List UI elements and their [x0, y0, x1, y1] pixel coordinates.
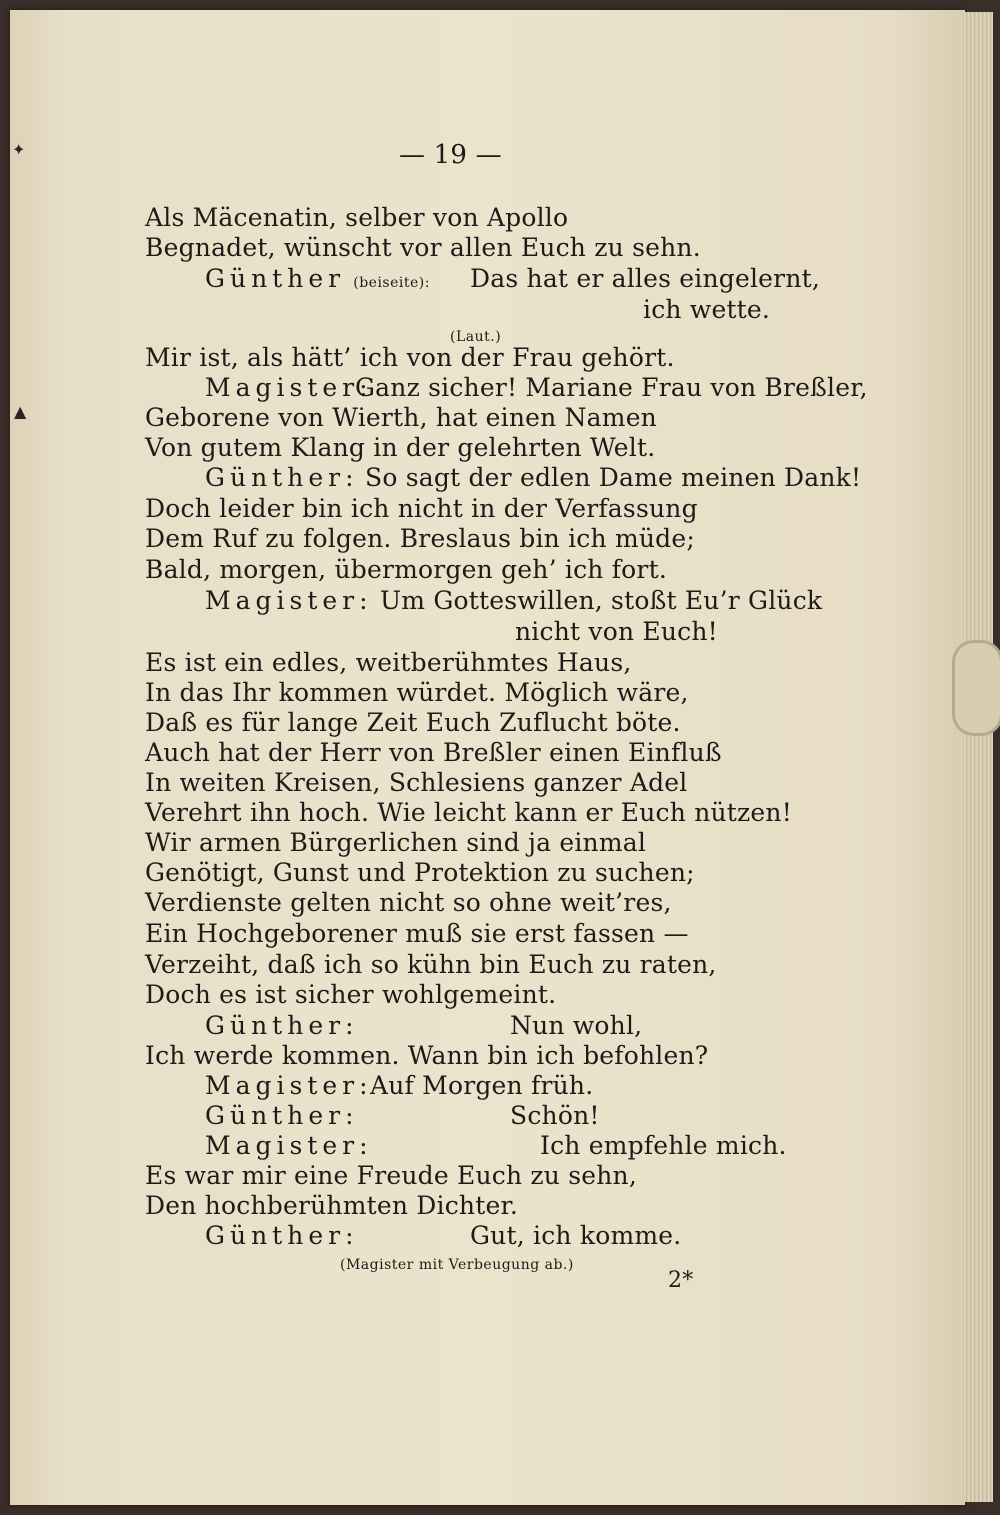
speaker-guenther: Günther: [205, 1221, 359, 1250]
speaker-guenther-line [205, 264, 430, 298]
verse-line: Wir armen Bürgerlichen sind ja einmal [145, 828, 647, 857]
verse-line: In weiten Kreisen, Schlesiens ganzer Adel [145, 768, 688, 797]
verse-line: Um Gotteswillen, stoßt Eu’r Glück [380, 586, 823, 615]
verse-line: Mir ist, als hätt’ ich von der Frau gehört. [145, 343, 675, 372]
speaker-magister: Magister: [205, 1071, 373, 1100]
verse-line: Schön! [510, 1101, 600, 1130]
verse-line: Von gutem Klang in der gelehrten Welt. [145, 433, 656, 462]
verse-line: Auch hat der Herr von Breßler einen Einfluß [145, 738, 722, 767]
verse-line: Nun wohl, [510, 1011, 643, 1040]
margin-mark: ▲ [14, 402, 27, 421]
speaker-magister: Magister: [205, 1131, 373, 1160]
verse-line: Doch leider bin ich nicht in der Verfassung [145, 494, 698, 523]
stage-direction: (Laut.) [450, 329, 502, 345]
stage-direction: (Magister mit Verbeugung ab.) [340, 1257, 574, 1273]
verse-line: Ich empfehle mich. [540, 1131, 787, 1160]
verse-line: Verdienste gelten nicht so ohne weit’res, [145, 888, 672, 917]
page-number: — 19 — [399, 140, 502, 170]
verse-line: Das hat er alles eingelernt, [470, 264, 821, 293]
verse-line: ich wette. [643, 295, 771, 324]
verse-line: nicht von Euch! [515, 617, 718, 646]
verse-line: Gut, ich komme. [470, 1221, 682, 1250]
verse-line: Geborene von Wierth, hat einen Namen [145, 403, 657, 432]
verse-line: Bald, morgen, übermorgen geh’ ich fort. [145, 555, 667, 584]
margin-mark: ✦ [12, 140, 26, 159]
verse-line: Auf Morgen früh. [370, 1071, 594, 1100]
verse-line: Daß es für lange Zeit Euch Zuflucht böte. [145, 708, 681, 737]
speaker-magister: Magister: [205, 586, 373, 615]
verse-line: So sagt der edlen Dame meinen Dank! [365, 463, 862, 492]
verse-line: Als Mäcenatin, selber von Apollo [145, 203, 569, 232]
verse-line: Doch es ist sicher wohlgemeint. [145, 980, 557, 1009]
verse-line: Dem Ruf zu folgen. Breslaus bin ich müde; [145, 524, 695, 553]
verse-line: Den hochberühmten Dichter. [145, 1191, 519, 1220]
speaker-magister: Magister: [205, 373, 373, 402]
signature-mark: 2* [668, 1268, 694, 1293]
speaker-guenther: Günther: [205, 1101, 359, 1130]
speaker-guenther: Günther: [205, 463, 359, 492]
verse-line: Verzeiht, daß ich so kühn bin Euch zu raten, [145, 950, 717, 979]
speaker-guenther: Günther: [205, 1011, 359, 1040]
verse-line: Begnadet, wünscht vor allen Euch zu sehn. [145, 233, 701, 262]
verse-line: Es war mir eine Freude Euch zu sehn, [145, 1161, 637, 1190]
verse-line: Ein Hochgeborener muß sie erst fassen — [145, 919, 689, 948]
verse-line: Es ist ein edles, weitberühmtes Haus, [145, 648, 632, 677]
verse-line: In das Ihr kommen würdet. Möglich wäre, [145, 678, 689, 707]
stage-direction: (beiseite): [353, 275, 430, 291]
verse-line: Ich werde kommen. Wann bin ich befohlen? [145, 1041, 709, 1070]
verse-line: Ganz sicher! Mariane Frau von Breßler, [355, 373, 868, 402]
verse-line: Genötigt, Gunst und Protektion zu suchen; [145, 858, 695, 887]
speaker-name: Günther [205, 264, 346, 293]
verse-line: Verehrt ihn hoch. Wie leicht kann er Euch nützen! [145, 798, 792, 827]
